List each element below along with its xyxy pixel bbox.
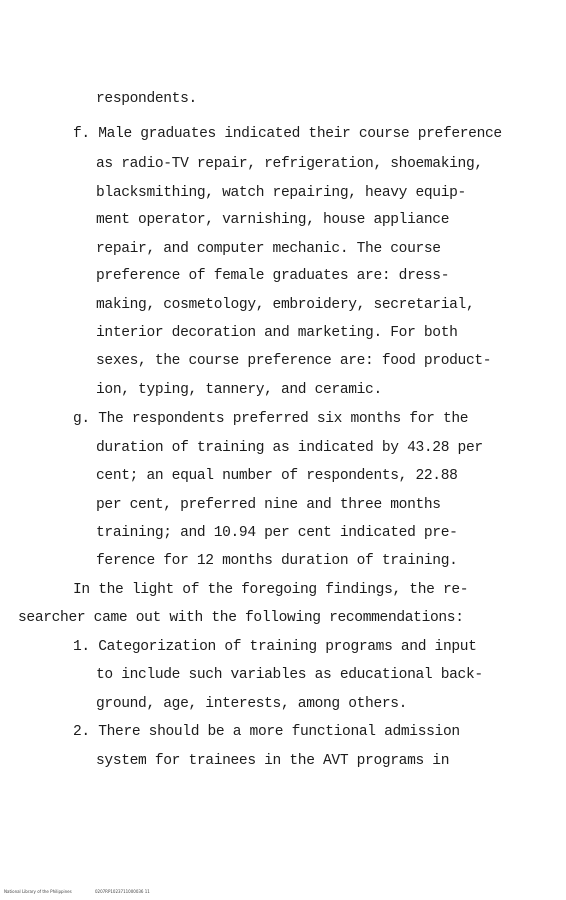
text-line: searcher came out with the following recommendations: (18, 610, 464, 626)
footer-code: 0207RP1023711000036 11 (95, 889, 150, 894)
list-item-f: f. Male graduates indicated their course preference (73, 126, 502, 142)
footer-library: National Library of the Philippines (4, 889, 72, 894)
text-line: sexes, the course preference are: food product- (96, 353, 492, 369)
text-line: as radio-TV repair, refrigeration, shoemaking, (96, 156, 483, 172)
text-line: ment operator, varnishing, house appliance (96, 212, 450, 228)
text-line: training; and 10.94 per cent indicated pre- (96, 525, 458, 541)
text-line: blacksmithing, watch repairing, heavy equip- (96, 185, 466, 201)
text-line: per cent, preferred nine and three months (96, 497, 441, 513)
list-item-2: 2. There should be a more functional admission (73, 724, 460, 740)
text-line: ference for 12 months duration of training. (96, 553, 458, 569)
text-line: system for trainees in the AVT programs in (96, 753, 450, 769)
text-line: repair, and computer mechanic. The course (96, 241, 441, 257)
text-line: ground, age, interests, among others. (96, 696, 408, 712)
list-item-1: 1. Categorization of training programs and input (73, 639, 477, 655)
text-line: making, cosmetology, embroidery, secretarial, (96, 297, 475, 313)
text-line: to include such variables as educational back- (96, 667, 483, 683)
paragraph-start: In the light of the foregoing findings, the re- (73, 582, 469, 598)
text-line: cent; an equal number of respondents, 22.88 (96, 468, 458, 484)
text-line: interior decoration and marketing. For both (96, 325, 458, 341)
scan-footer (4, 889, 150, 895)
text-line: respondents. (96, 91, 197, 107)
text-line: duration of training as indicated by 43.28 per (96, 440, 483, 456)
text-line: preference of female graduates are: dress- (96, 268, 450, 284)
text-line: ion, typing, tannery, and ceramic. (96, 382, 382, 398)
list-item-g: g. The respondents preferred six months for the (73, 411, 469, 427)
